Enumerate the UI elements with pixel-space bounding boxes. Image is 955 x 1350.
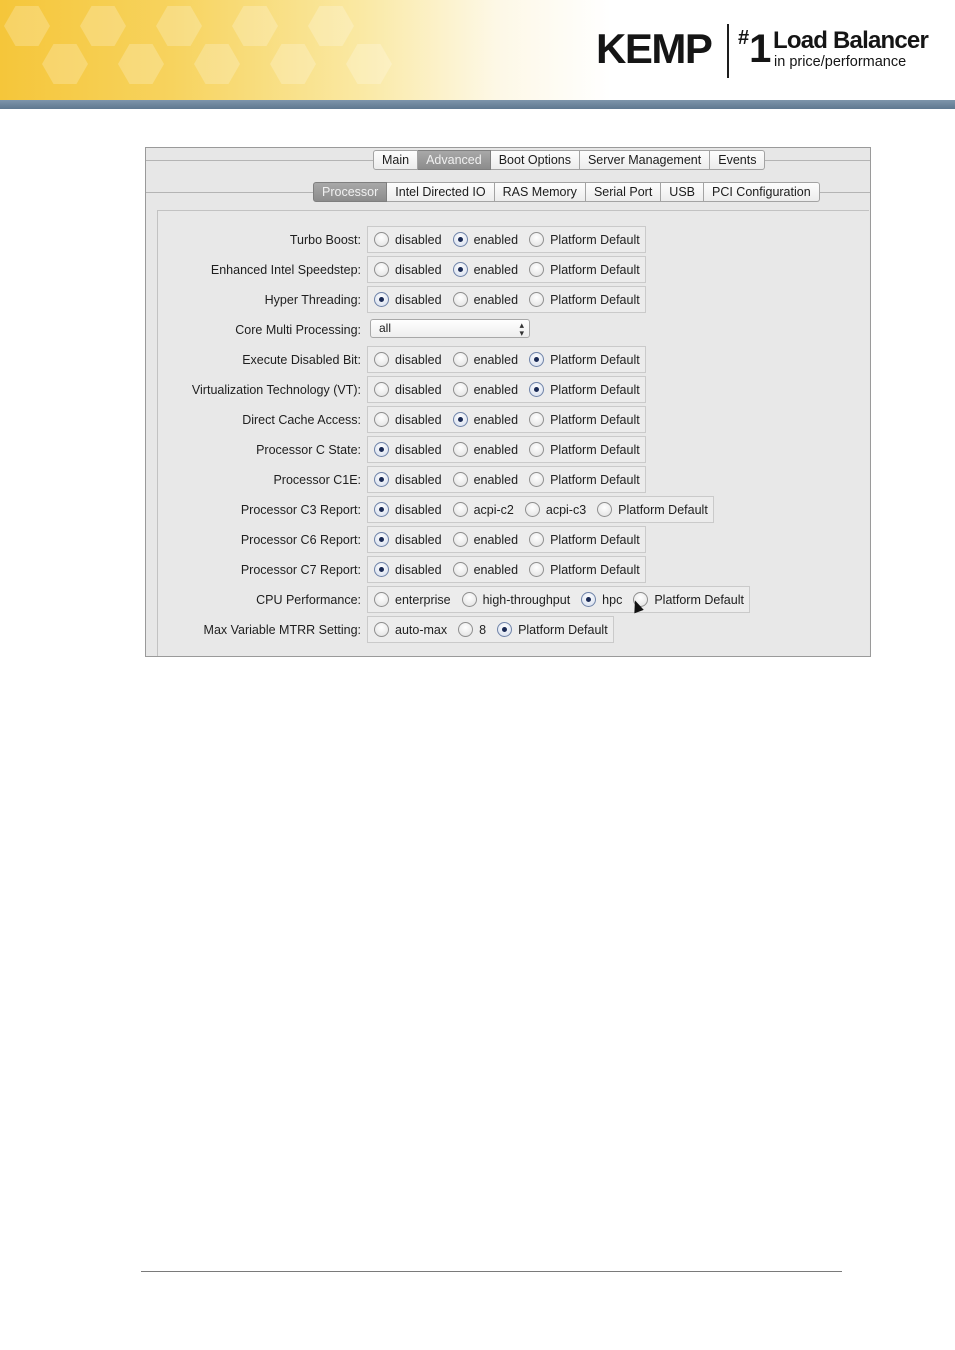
setting-label: Virtualization Technology (VT): — [191, 383, 361, 397]
setting-row-cpu-performance — [146, 586, 870, 614]
radio-option-label: Platform Default — [550, 562, 640, 577]
radio-option-enabled[interactable] — [453, 352, 519, 368]
radio-unselected-icon[interactable] — [458, 622, 473, 637]
radio-option-label: high-throughput — [482, 592, 571, 607]
radio-option-platform-default[interactable] — [529, 562, 640, 578]
radio-option-label: Platform Default — [550, 382, 640, 397]
radio-option-disabled[interactable] — [374, 502, 442, 518]
setting-label: Execute Disabled Bit: — [242, 353, 361, 367]
hexagon-decoration — [118, 44, 164, 84]
radio-option-label: disabled — [395, 472, 442, 487]
radio-option-enabled[interactable] — [453, 382, 519, 398]
radio-option-label: hpc — [602, 592, 623, 607]
slogan-hash: # — [738, 27, 750, 49]
radio-group-direct-cache-access — [367, 406, 646, 433]
tab-server-management[interactable]: Server Management — [580, 150, 710, 170]
radio-option-enabled[interactable] — [453, 292, 519, 308]
radio-option-disabled[interactable] — [374, 412, 442, 428]
radio-unselected-icon[interactable] — [453, 562, 468, 577]
subtab-usb[interactable]: USB — [661, 182, 704, 202]
logo-divider — [727, 24, 729, 78]
radio-unselected-icon[interactable] — [453, 502, 468, 517]
radio-option-label: disabled — [395, 232, 442, 247]
radio-group-max-variable-mtrr-setting — [367, 616, 614, 643]
radio-option-disabled[interactable] — [374, 232, 442, 248]
radio-option-disabled[interactable] — [374, 472, 442, 488]
radio-option-label: Platform Default — [550, 472, 640, 487]
radio-option-enabled[interactable] — [453, 472, 519, 488]
radio-option-high-throughput[interactable] — [462, 592, 571, 608]
slogan-digit: 1 — [749, 27, 772, 71]
select-arrows-icon: ▴ ▾ — [519, 319, 524, 338]
radio-option-label: 8 — [479, 622, 487, 637]
setting-label: CPU Performance: — [256, 593, 361, 607]
setting-label: Direct Cache Access: — [242, 413, 361, 427]
hexagon-decoration — [270, 44, 316, 84]
radio-group-virtualization-technology-vt — [367, 376, 646, 403]
subtab-intel-directed-io[interactable]: Intel Directed IO — [387, 182, 494, 202]
setting-label: Max Variable MTRR Setting: — [203, 623, 361, 637]
radio-group-processor-c3-report — [367, 496, 714, 523]
radio-selected-icon[interactable] — [529, 352, 544, 367]
tab-main[interactable]: Main — [373, 150, 418, 170]
radio-unselected-icon[interactable] — [462, 592, 477, 607]
setting-row-processor-c-state — [146, 436, 870, 464]
tab-events[interactable]: Events — [710, 150, 765, 170]
radio-option-label: disabled — [395, 502, 442, 517]
radio-option-label: enabled — [473, 472, 519, 487]
kemp-logo: KEMP — [596, 25, 712, 72]
setting-row-max-variable-mtrr-setting — [146, 616, 870, 644]
radio-option-label: disabled — [395, 352, 442, 367]
hexagon-decoration — [346, 44, 392, 84]
setting-row-virtualization-technology-vt — [146, 376, 870, 404]
radio-option-label: Platform Default — [550, 412, 640, 427]
subtab-processor[interactable]: Processor — [313, 182, 387, 202]
radio-option-enterprise[interactable] — [374, 592, 451, 608]
radio-option-platform-default[interactable] — [529, 532, 640, 548]
radio-unselected-icon[interactable] — [529, 472, 544, 487]
radio-option-label: disabled — [395, 262, 442, 277]
radio-option-label: disabled — [395, 412, 442, 427]
tab-advanced[interactable]: Advanced — [418, 150, 491, 170]
radio-group-processor-c-state — [367, 436, 646, 463]
radio-option-label: disabled — [395, 292, 442, 307]
radio-option-auto-max[interactable] — [374, 622, 447, 638]
radio-unselected-icon[interactable] — [529, 412, 544, 427]
radio-group-processor-c6-report — [367, 526, 646, 553]
radio-option-platform-default[interactable] — [529, 472, 640, 488]
radio-option-platform-default[interactable] — [529, 262, 640, 278]
sub-tab-bar — [313, 182, 820, 202]
radio-option-platform-default[interactable] — [529, 442, 640, 458]
radio-unselected-icon[interactable] — [529, 562, 544, 577]
radio-unselected-icon[interactable] — [374, 262, 389, 277]
subtab-serial-port[interactable]: Serial Port — [586, 182, 661, 202]
radio-option-enabled[interactable] — [453, 412, 519, 428]
setting-label: Hyper Threading: — [264, 293, 361, 307]
setting-label: Processor C7 Report: — [240, 563, 361, 577]
radio-option-label: disabled — [395, 442, 442, 457]
setting-row-direct-cache-access — [146, 406, 870, 434]
radio-option-disabled[interactable] — [374, 352, 442, 368]
radio-selected-icon[interactable] — [453, 412, 468, 427]
radio-option-platform-default[interactable] — [529, 412, 640, 428]
radio-option-label: enabled — [473, 292, 519, 307]
radio-option-label: disabled — [395, 532, 442, 547]
slogan-main: Load Balancer — [773, 27, 928, 54]
radio-unselected-icon[interactable] — [529, 232, 544, 247]
radio-option-label: acpi-c2 — [473, 502, 514, 517]
radio-unselected-icon[interactable] — [453, 292, 468, 307]
radio-option-disabled[interactable] — [374, 532, 442, 548]
radio-option-disabled[interactable] — [374, 382, 442, 398]
radio-selected-icon[interactable] — [529, 382, 544, 397]
radio-option-hpc[interactable] — [581, 592, 622, 608]
subtab-pci-configuration[interactable]: PCI Configuration — [704, 182, 820, 202]
radio-option-label: Platform Default — [550, 352, 640, 367]
radio-unselected-icon[interactable] — [374, 622, 389, 637]
radio-option-platform-default[interactable] — [529, 232, 640, 248]
radio-unselected-icon[interactable] — [453, 382, 468, 397]
radio-option-platform-default[interactable] — [497, 622, 608, 638]
setting-label: Processor C3 Report: — [240, 503, 361, 517]
radio-option-label: Platform Default — [518, 622, 608, 637]
setting-row-turbo-boost — [146, 226, 870, 254]
radio-option-platform-default[interactable] — [529, 352, 640, 368]
radio-selected-icon[interactable] — [453, 262, 468, 277]
radio-unselected-icon[interactable] — [529, 532, 544, 547]
radio-option-disabled[interactable] — [374, 562, 442, 578]
radio-option-label: Platform Default — [618, 502, 708, 517]
radio-option-label: Platform Default — [550, 232, 640, 247]
radio-option-label: Platform Default — [654, 592, 744, 607]
radio-option-label: Platform Default — [550, 262, 640, 277]
radio-option-acpi-c2[interactable] — [453, 502, 514, 518]
hexagon-decoration — [232, 6, 278, 46]
radio-option-enabled[interactable] — [453, 532, 519, 548]
radio-unselected-icon[interactable] — [529, 292, 544, 307]
radio-option-label: enabled — [473, 232, 519, 247]
radio-option-label: Platform Default — [550, 292, 640, 307]
setting-row-enhanced-intel-speedstep — [146, 256, 870, 284]
setting-row-processor-c7-report — [146, 556, 870, 584]
radio-group-turbo-boost — [367, 226, 646, 253]
radio-group-processor-c1e — [367, 466, 646, 493]
radio-option-label: enabled — [473, 382, 519, 397]
setting-label: Turbo Boost: — [289, 233, 361, 247]
setting-label: Core Multi Processing: — [235, 323, 361, 337]
hexagon-decoration — [80, 6, 126, 46]
radio-option-label: auto-max — [395, 622, 448, 637]
core-multi-processing-select[interactable] — [370, 319, 530, 338]
hexagon-decoration — [42, 44, 88, 84]
radio-group-hyper-threading — [367, 286, 646, 313]
hexagon-decoration — [194, 44, 240, 84]
radio-group-cpu-performance — [367, 586, 750, 613]
radio-group-enhanced-intel-speedstep — [367, 256, 646, 283]
setting-row-execute-disabled-bit — [146, 346, 870, 374]
footer-rule — [141, 1271, 842, 1272]
radio-unselected-icon[interactable] — [374, 412, 389, 427]
radio-unselected-icon[interactable] — [374, 352, 389, 367]
subtab-ras-memory[interactable]: RAS Memory — [495, 182, 586, 202]
setting-label: Processor C1E: — [273, 473, 361, 487]
radio-option-disabled[interactable] — [374, 442, 442, 458]
radio-selected-icon[interactable] — [374, 502, 389, 517]
hexagon-decoration — [4, 6, 50, 46]
radio-unselected-icon[interactable] — [453, 442, 468, 457]
radio-group-execute-disabled-bit — [367, 346, 646, 373]
radio-unselected-icon[interactable] — [374, 382, 389, 397]
slogan-sub: in price/performance — [774, 54, 907, 70]
radio-selected-icon[interactable] — [497, 622, 512, 637]
setting-row-processor-c1e — [146, 466, 870, 494]
radio-option-8[interactable] — [458, 622, 486, 638]
radio-option-platform-default[interactable] — [633, 592, 744, 608]
radio-option-enabled[interactable] — [453, 442, 519, 458]
radio-option-label: Platform Default — [550, 442, 640, 457]
radio-option-disabled[interactable] — [374, 262, 442, 278]
radio-unselected-icon[interactable] — [374, 232, 389, 247]
radio-option-label: acpi-c3 — [545, 502, 587, 517]
radio-selected-icon[interactable] — [374, 562, 389, 577]
radio-selected-icon[interactable] — [453, 232, 468, 247]
radio-option-label: enabled — [473, 562, 519, 577]
tab-boot-options[interactable]: Boot Options — [491, 150, 580, 170]
radio-option-label: Platform Default — [550, 532, 640, 547]
radio-unselected-icon[interactable] — [529, 442, 544, 457]
radio-option-platform-default[interactable] — [597, 502, 708, 518]
radio-option-label: disabled — [395, 382, 442, 397]
radio-option-label: enabled — [473, 262, 519, 277]
select-value: all — [379, 321, 392, 335]
setting-label: Enhanced Intel Speedstep: — [210, 263, 361, 277]
header-bar — [0, 100, 955, 109]
bios-settings-panel — [145, 147, 871, 657]
radio-option-enabled[interactable] — [453, 262, 519, 278]
setting-label: Processor C State: — [256, 443, 361, 457]
radio-option-acpi-c3[interactable] — [525, 502, 586, 518]
radio-selected-icon[interactable] — [374, 292, 389, 307]
hexagon-decoration — [308, 6, 354, 46]
radio-unselected-icon[interactable] — [597, 502, 612, 517]
setting-label: Processor C6 Report: — [240, 533, 361, 547]
radio-option-label: enabled — [473, 412, 519, 427]
radio-group-processor-c7-report — [367, 556, 646, 583]
radio-option-platform-default[interactable] — [529, 292, 640, 308]
radio-unselected-icon[interactable] — [453, 352, 468, 367]
radio-unselected-icon[interactable] — [529, 262, 544, 277]
radio-selected-icon[interactable] — [374, 532, 389, 547]
setting-row-hyper-threading — [146, 286, 870, 314]
radio-option-label: enabled — [473, 352, 519, 367]
radio-selected-icon[interactable] — [581, 592, 596, 607]
radio-option-platform-default[interactable] — [529, 382, 640, 398]
hexagon-decoration — [156, 6, 202, 46]
radio-option-label: enterprise — [395, 592, 451, 607]
radio-unselected-icon[interactable] — [453, 532, 468, 547]
setting-row-processor-c3-report — [146, 496, 870, 524]
setting-row-processor-c6-report — [146, 526, 870, 554]
radio-option-label: disabled — [395, 562, 442, 577]
radio-unselected-icon[interactable] — [525, 502, 540, 517]
radio-option-label: enabled — [473, 532, 519, 547]
slogan-number — [738, 26, 771, 72]
radio-option-enabled[interactable] — [453, 562, 519, 578]
radio-unselected-icon[interactable] — [453, 472, 468, 487]
radio-selected-icon[interactable] — [374, 472, 389, 487]
setting-row-core-multi-processing — [146, 316, 870, 344]
top-tab-bar — [373, 150, 765, 170]
radio-option-disabled[interactable] — [374, 292, 442, 308]
radio-selected-icon[interactable] — [374, 442, 389, 457]
radio-option-label: enabled — [473, 442, 519, 457]
radio-unselected-icon[interactable] — [374, 592, 389, 607]
radio-option-enabled[interactable] — [453, 232, 519, 248]
